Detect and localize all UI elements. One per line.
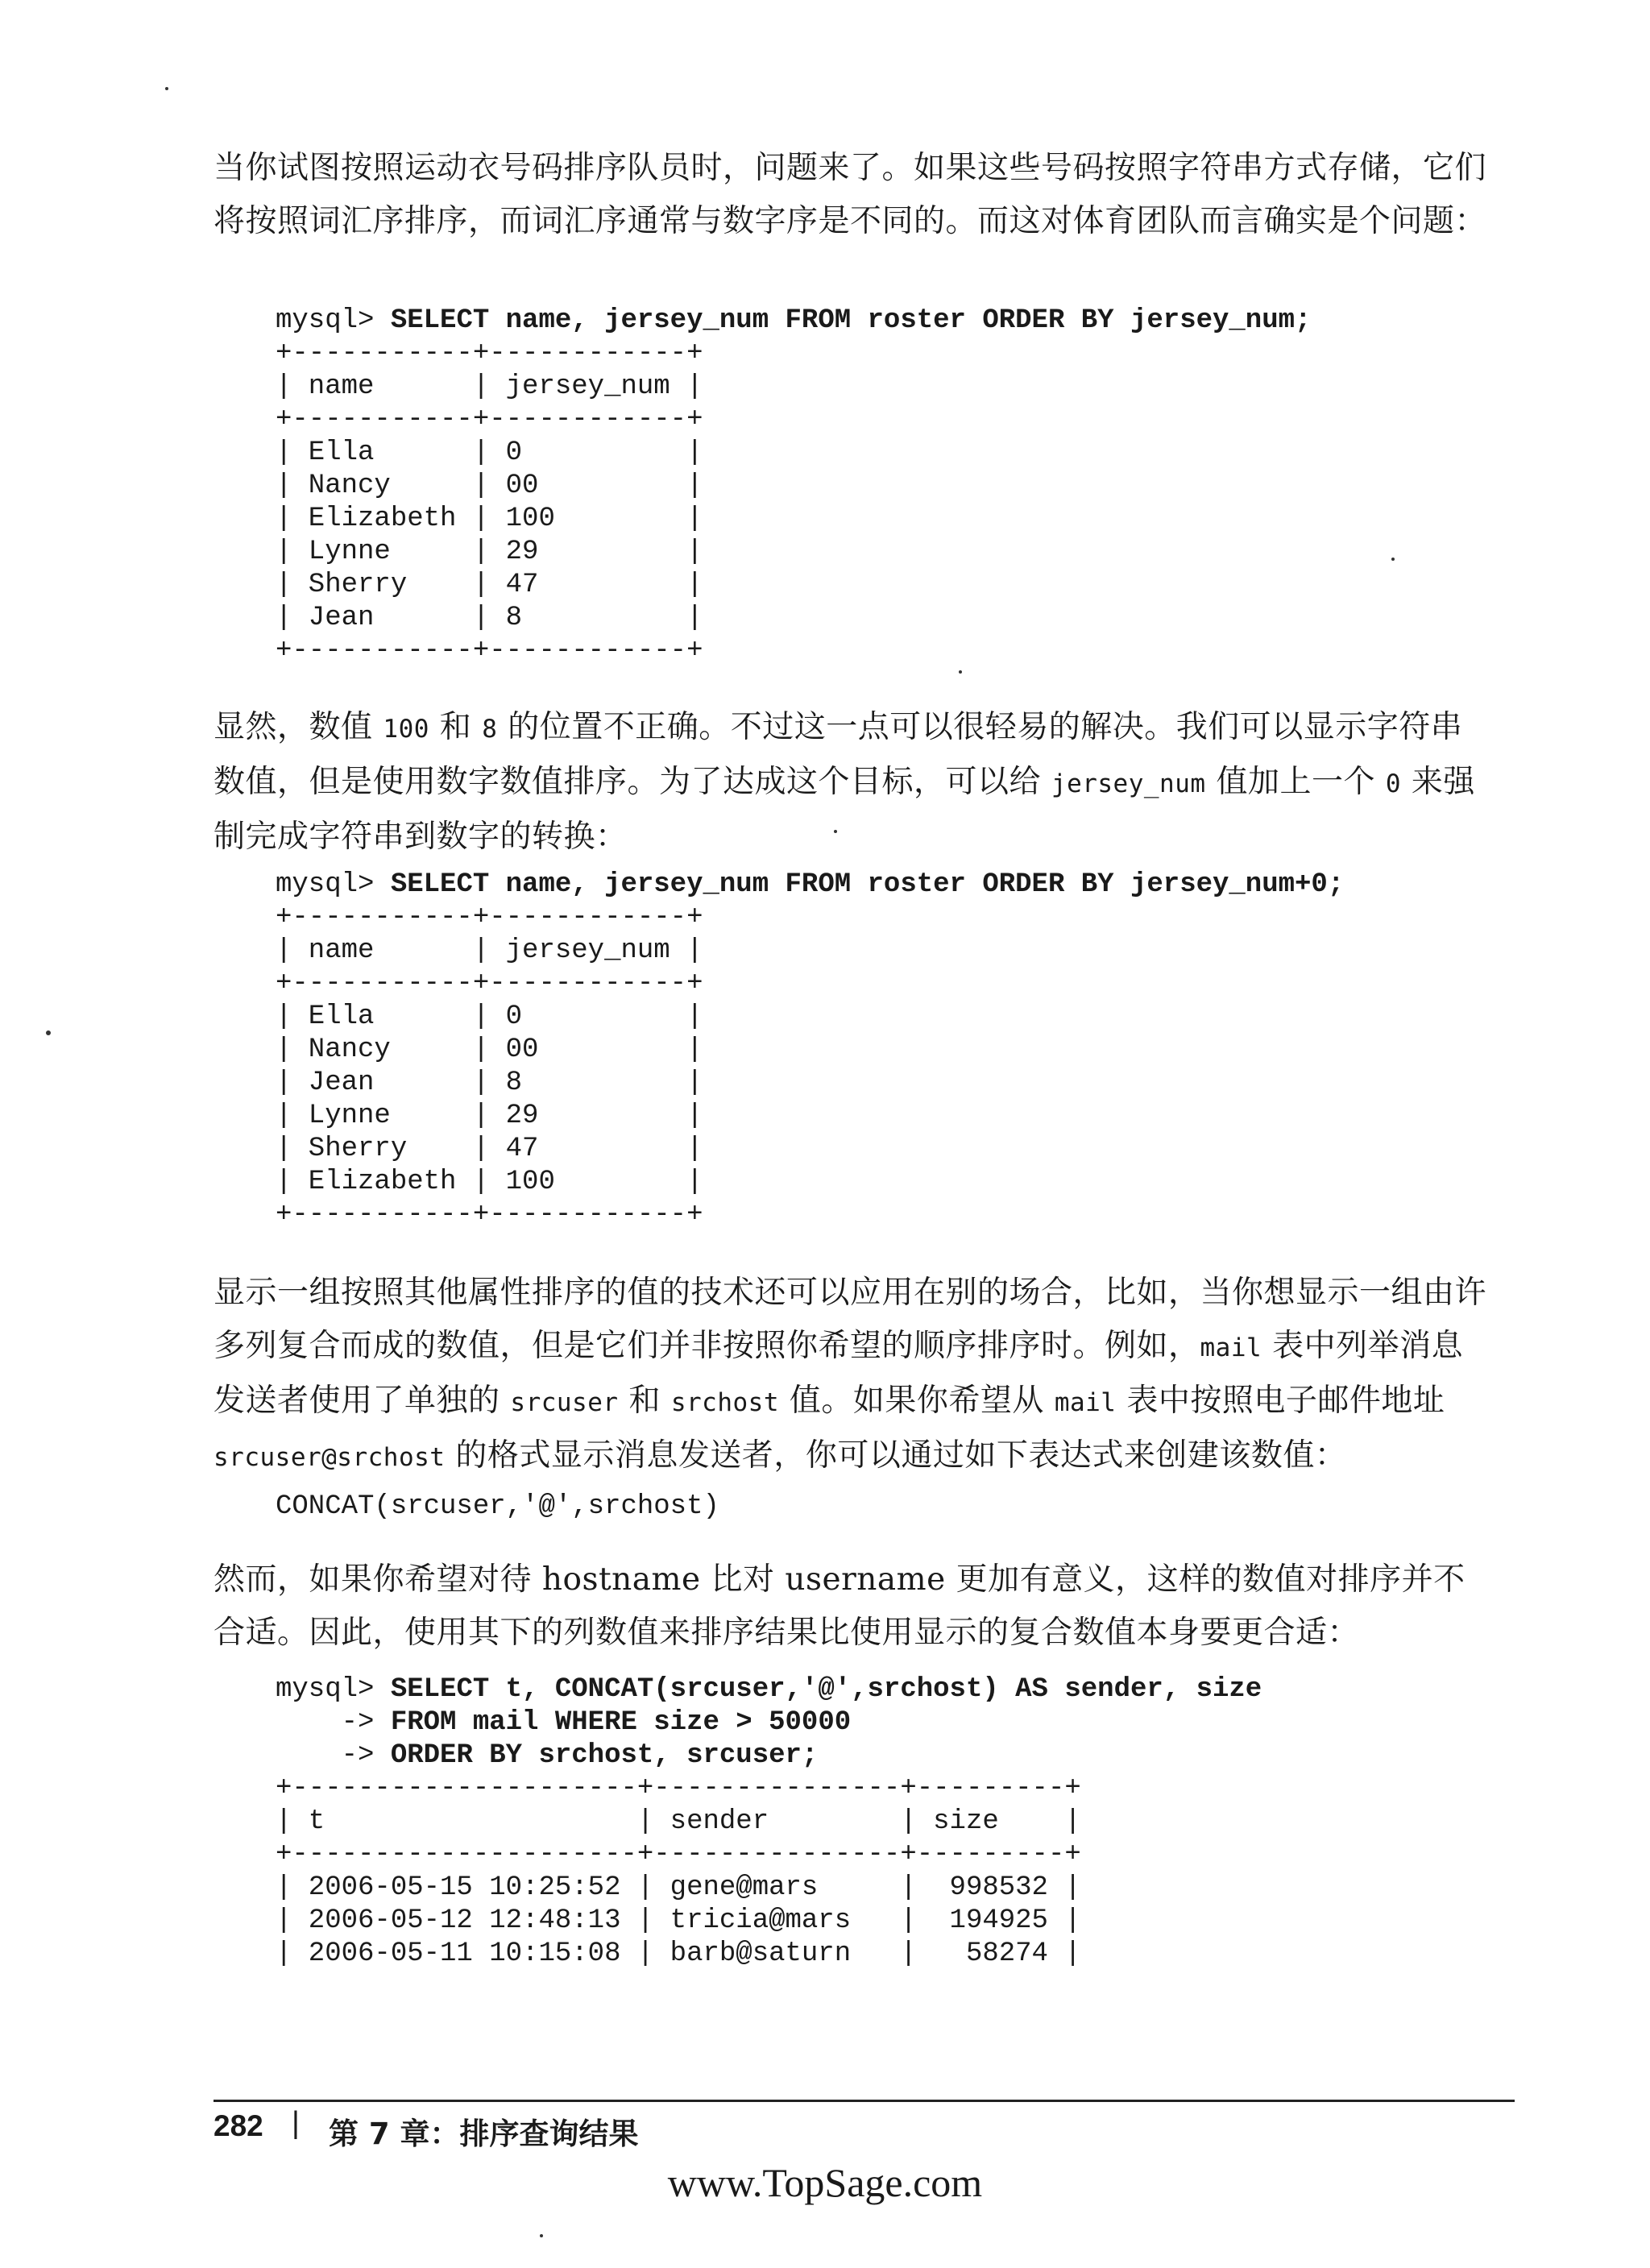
- mysql-prompt: mysql>: [276, 869, 391, 900]
- text-run: 的位置不正确。不过这一点可以很轻易的解决。我们可以显示字符串数值，但是使用数字数值排序。为了达成这个目标，可以给: [214, 709, 1463, 800]
- scan-speck: [959, 670, 962, 674]
- inline-code: srchost: [670, 1388, 780, 1417]
- inline-code: mail: [1054, 1388, 1117, 1417]
- sql-command: SELECT t, CONCAT(srcuser,'@',srchost) AS sender, size: [390, 1674, 1262, 1705]
- footer-separator: |: [292, 2106, 300, 2140]
- inline-code: 0: [1385, 769, 1402, 798]
- inline-code: jersey_num: [1051, 769, 1206, 798]
- code-block-mail-query: [276, 1673, 1262, 1971]
- text-run: 显示一组按照其他属性排序的值的技术还可以应用在别的场合，比如，当你想显示一组由许多列复合而成的数值，但是它们并非按照你希望的顺序排序时。例如，: [214, 1275, 1487, 1364]
- text-run: 和: [429, 709, 483, 745]
- inline-code: srcuser: [510, 1388, 619, 1417]
- mysql-prompt: mysql>: [276, 305, 391, 336]
- scan-speck: [834, 830, 837, 833]
- text-run: 表中按照电子邮件地址: [1116, 1383, 1445, 1419]
- text-run: 的格式显示消息发送者，你可以通过如下表达式来创建该数值：: [445, 1437, 1347, 1474]
- scan-speck: [46, 1030, 51, 1035]
- paragraph-sort-by-columns: 然而，如果你希望对待 hostname 比对 username 更加有意义，这样的数值对排序并不合适。因此，使用其下的列数值来排序结果比使用显示的复合数值本身要更合适：: [214, 1561, 1466, 1651]
- text-run: 显然，数值: [214, 709, 383, 745]
- scan-speck: [1391, 558, 1395, 561]
- code-block-lexical-sort: [276, 305, 1311, 668]
- sql-command: SELECT name, jersey_num FROM roster ORDER BY jersey_num;: [390, 305, 1312, 336]
- sql-command: ORDER BY srchost, srcuser;: [390, 1740, 819, 1771]
- inline-code: 8: [482, 715, 498, 744]
- text-run: 来强制完成字符串到数字的转换：: [214, 764, 1475, 855]
- watermark-url: www.TopSage.com: [667, 2160, 983, 2205]
- continuation-prompt: ->: [276, 1740, 391, 1771]
- paragraph-intro: 当你试图按照运动衣号码排序队员时，问题来了。如果这些号码按照字符串方式存储，它们将按照词汇序排序，而词汇序通常与数字序是不同的。而这对体育团队而言确实是个问题：: [214, 150, 1487, 239]
- paragraph-composite-values: [214, 1267, 1490, 1484]
- sql-command: SELECT name, jersey_num FROM roster ORDER BY jersey_num+0;: [390, 869, 1345, 900]
- footer-rule: [214, 2100, 1515, 2102]
- scan-speck: [165, 87, 168, 90]
- code-concat-expression: CONCAT(srcuser,'@',srchost): [276, 1491, 719, 1522]
- result-table: +-----------+------------+ | name | jersey_num | +-----------+------------+ | Ella | 0 | | Nancy | 00 | | Jean | 8 | | Lynne | 29 | | Sherry | 47 | | Elizabeth | 100 | +-----------+------------+: [276, 902, 703, 1230]
- inline-code: 100: [383, 715, 429, 744]
- continuation-prompt: ->: [276, 1707, 391, 1738]
- sql-command: FROM mail WHERE size > 50000: [390, 1707, 852, 1738]
- result-table: +---------------------+---------------+---------+ | t | sender | size | +---------------------+---------------+---------+ | 2006-05-15 10:25:52 | gene@mars | 998532 | | 2006-05-12 12:48:13 | tricia@mars | 194925 | | 2006-05-11 10:15:08 | barb@saturn | 58274 |: [276, 1773, 1081, 1969]
- inline-code: mail: [1200, 1333, 1262, 1362]
- result-table: +-----------+------------+ | name | jersey_num | +-----------+------------+ | Ella | 0 | | Nancy | 00 | | Elizabeth | 100 | | Lynne | 29 | | Sherry | 47 | | Jean | 8 | +-----------+------------+: [276, 338, 703, 666]
- page-number: 282: [214, 2109, 263, 2142]
- inline-code: srcuser@srchost: [214, 1443, 446, 1472]
- code-block-numeric-sort: [276, 869, 1344, 1232]
- text-run: 和: [618, 1383, 671, 1419]
- mysql-prompt: mysql>: [276, 1674, 391, 1705]
- scan-speck: [540, 2234, 543, 2237]
- text-run: 值加上一个: [1205, 764, 1386, 800]
- paragraph-fix-explanation: [214, 701, 1490, 864]
- text-run: 值。如果你希望从: [779, 1383, 1055, 1419]
- chapter-title: 第 7 章：排序查询结果: [329, 2117, 639, 2151]
- text-run: 表中列举消息发送者使用了单独的: [214, 1328, 1464, 1419]
